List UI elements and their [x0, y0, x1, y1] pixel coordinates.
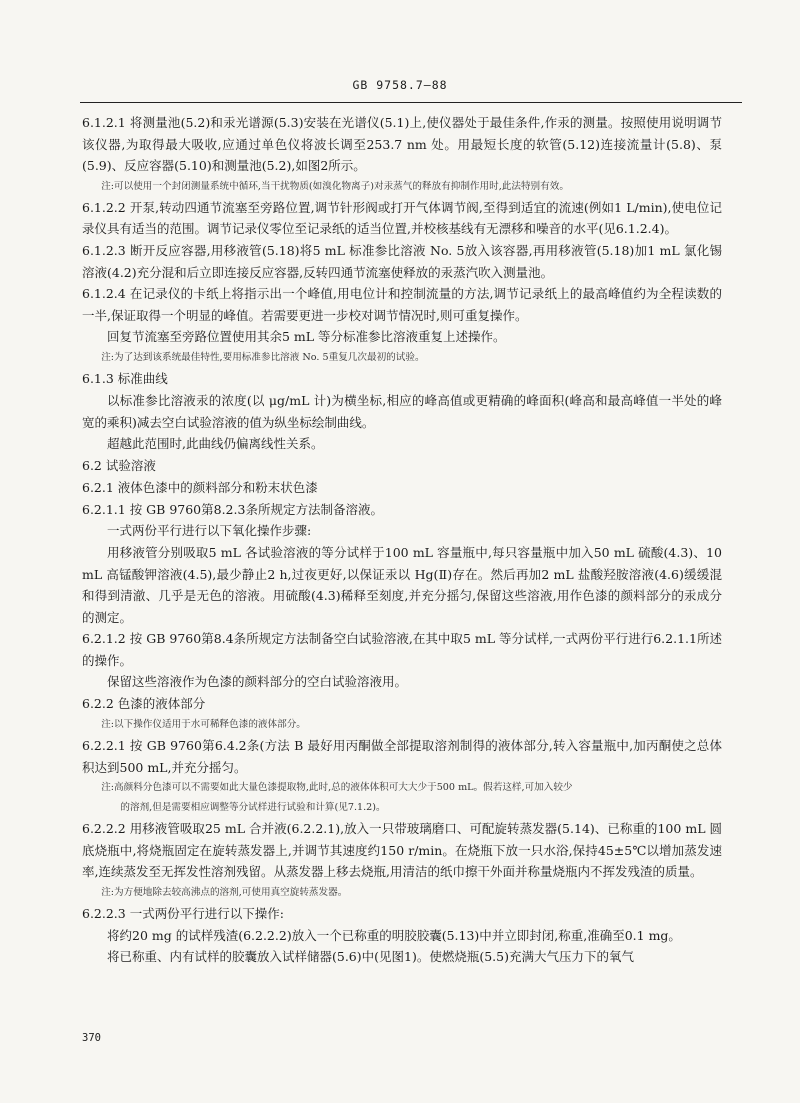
section-heading: 6.1.3 标准曲线	[82, 370, 168, 386]
note-continuation: 的溶剂,但是需要相应调整等分试样进行试验和计算(见7.1.2)。	[120, 802, 386, 814]
paragraph: 保留这些溶液作为色漆的颜料部分的空白试验溶液用。	[107, 674, 408, 690]
section-heading: 6.2.2 色漆的液体部分	[82, 696, 206, 712]
page-header: GB 9758.7—88	[352, 78, 448, 92]
paragraph-6-1-2-4: 6.1.2.4 在记录仪的卡纸上将指示出一个峰值,用电位计和控制流量的方法,调节记录纸上的最高峰值约为全程读数的一半,保证取得一个明显的峰值。若需要更进一步校对调节情况时,则可重复操作。	[82, 286, 722, 323]
header-divider	[80, 102, 742, 103]
paragraph: 超越此范围时,此曲线仍偏离线性关系。	[107, 436, 324, 452]
paragraph: 一式两份平行进行以下氧化操作步骤:	[107, 523, 312, 539]
paragraph-6-1-2-1: 6.1.2.1 将测量池(5.2)和汞光谱源(5.3)安装在光谱仪(5.1)上,使仪器处于最佳条件,作汞的测量。按照使用说明调节该仪器,为取得最大吸收,应通过单色仪将波长调至253.7 nm 处。用最短长度的软管(5.12)连接流量计(5.8)、泵(5.9)、反应容器(5.10)和测量池(5.2),如图2所示。	[82, 115, 722, 174]
section-heading: 6.2.1 液体色漆中的颜料部分和粉末状色漆	[82, 479, 318, 495]
paragraph-6-2-2-2: 6.2.2.2 用移液管吸取25 mL 合并液(6.2.2.1),放入一只带玻璃磨口、可配旋转蒸发器(5.14)、已称重的100 mL 圆底烧瓶中,将烧瓶固定在旋转蒸发器上,并调节其速度约150 r/min。在烧瓶下放一只水浴,保持45±5℃以增加蒸发速率,连续蒸发至无挥发性溶剂残留。从蒸发器上移去烧瓶,用清洁的纸巾擦干外面并称量烧瓶内不挥发残渣的质量。	[82, 821, 722, 880]
body-text	[82, 112, 722, 968]
section-heading: 6.2 试验溶液	[82, 457, 156, 473]
paragraph-6-1-2-3: 6.1.2.3 断开反应容器,用移液管(5.18)将5 mL 标准参比溶液 No. 5放入该容器,再用移液管(5.18)加1 mL 氯化锡溶液(4.2)充分混和后立即连接反应容器,反转四通节流塞使释放的汞蒸汽吹入测量池。	[82, 242, 722, 280]
note: 注:为了达到该系统最佳特性,要用标准参比溶液 No. 5重复几次最初的试验。	[101, 351, 425, 363]
paragraph-6-2-1-1: 6.2.1.1 按 GB 9760第8.2.3条所规定方法制备溶液。	[82, 501, 383, 517]
note: 注:为方便地除去较高沸点的溶剂,可使用真空旋转蒸发器。	[101, 887, 348, 899]
paragraph-6-2-1-2: 6.2.1.2 按 GB 9760第8.4条所规定方法制备空白试验溶液,在其中取5 mL 等分试样,一式两份平行进行6.2.1.1所述的操作。	[82, 631, 722, 668]
paragraph: 将已称重、内有试样的胶囊放入试样储器(5.6)中(见图1)。使燃烧瓶(5.5)充满大气压力下的氧气	[107, 949, 634, 965]
paragraph: 用移液管分别吸取5 mL 各试验溶液的等分试样于100 mL 容量瓶中,每只容量瓶中加入50 mL 硫酸(4.3)、10 mL 高锰酸钾溶液(4.5),最少静止2 h,过夜更好,以保证汞以 Hg(Ⅱ)存在。然后再加2 mL 盐酸羟胺溶液(4.6)缓缓混和得到清澈、几乎是无色的溶液。用硫酸(4.3)稀释至刻度,并充分摇匀,保留这些溶液,用作色漆的颜料部分的汞成分的测定。	[82, 544, 722, 625]
paragraph: 将约20 mg 的试样残渣(6.2.2.2)放入一个已称重的明胶胶囊(5.13)中并立即封闭,称重,准确至0.1 mg。	[107, 927, 681, 943]
note: 注:高颜料分色漆可以不需要如此大量色漆提取物,此时,总的液体体积可大大少于500 mL。假若这样,可加入较少	[101, 782, 573, 794]
note: 注:可以使用一个封闭测量系统中循环,当干扰物质(如溴化物离子)对汞蒸气的释放有抑制作用时,此法特别有效。	[101, 180, 569, 192]
paragraph-6-2-2-1: 6.2.2.1 按 GB 9760第6.4.2条(方法 B 最好用丙酮做全部提取溶剂制得的液体部分,转入容量瓶中,加丙酮使之总体积达到500 mL,并充分摇匀。	[82, 738, 722, 775]
page-number: 370	[82, 1032, 101, 1044]
paragraph: 回复节流塞至旁路位置使用其余5 mL 等分标准参比溶液重复上述操作。	[107, 329, 506, 345]
note: 注:以下操作仪适用于水可稀释色漆的液体部分。	[101, 719, 306, 731]
paragraph-6-1-2-2: 6.1.2.2 开泵,转动四通节流塞至旁路位置,调节针形阀或打开气体调节阀,至得到适宜的流速(例如1 L/min),使电位记录仪具有适当的范围。调节记录仪零位至记录纸的适当位置,并校核基线有无漂移和噪音的水平(见6.1.2.4)。	[82, 199, 722, 237]
paragraph-6-2-2-3: 6.2.2.3 一式两份平行进行以下操作:	[82, 906, 284, 922]
paragraph: 以标准参比溶液汞的浓度(以 μg/mL 计)为横坐标,相应的峰高值或更精确的峰面积(峰高和最高峰值一半处的峰宽的乘积)减去空白试验溶液的值为纵坐标绘制曲线。	[82, 392, 722, 430]
